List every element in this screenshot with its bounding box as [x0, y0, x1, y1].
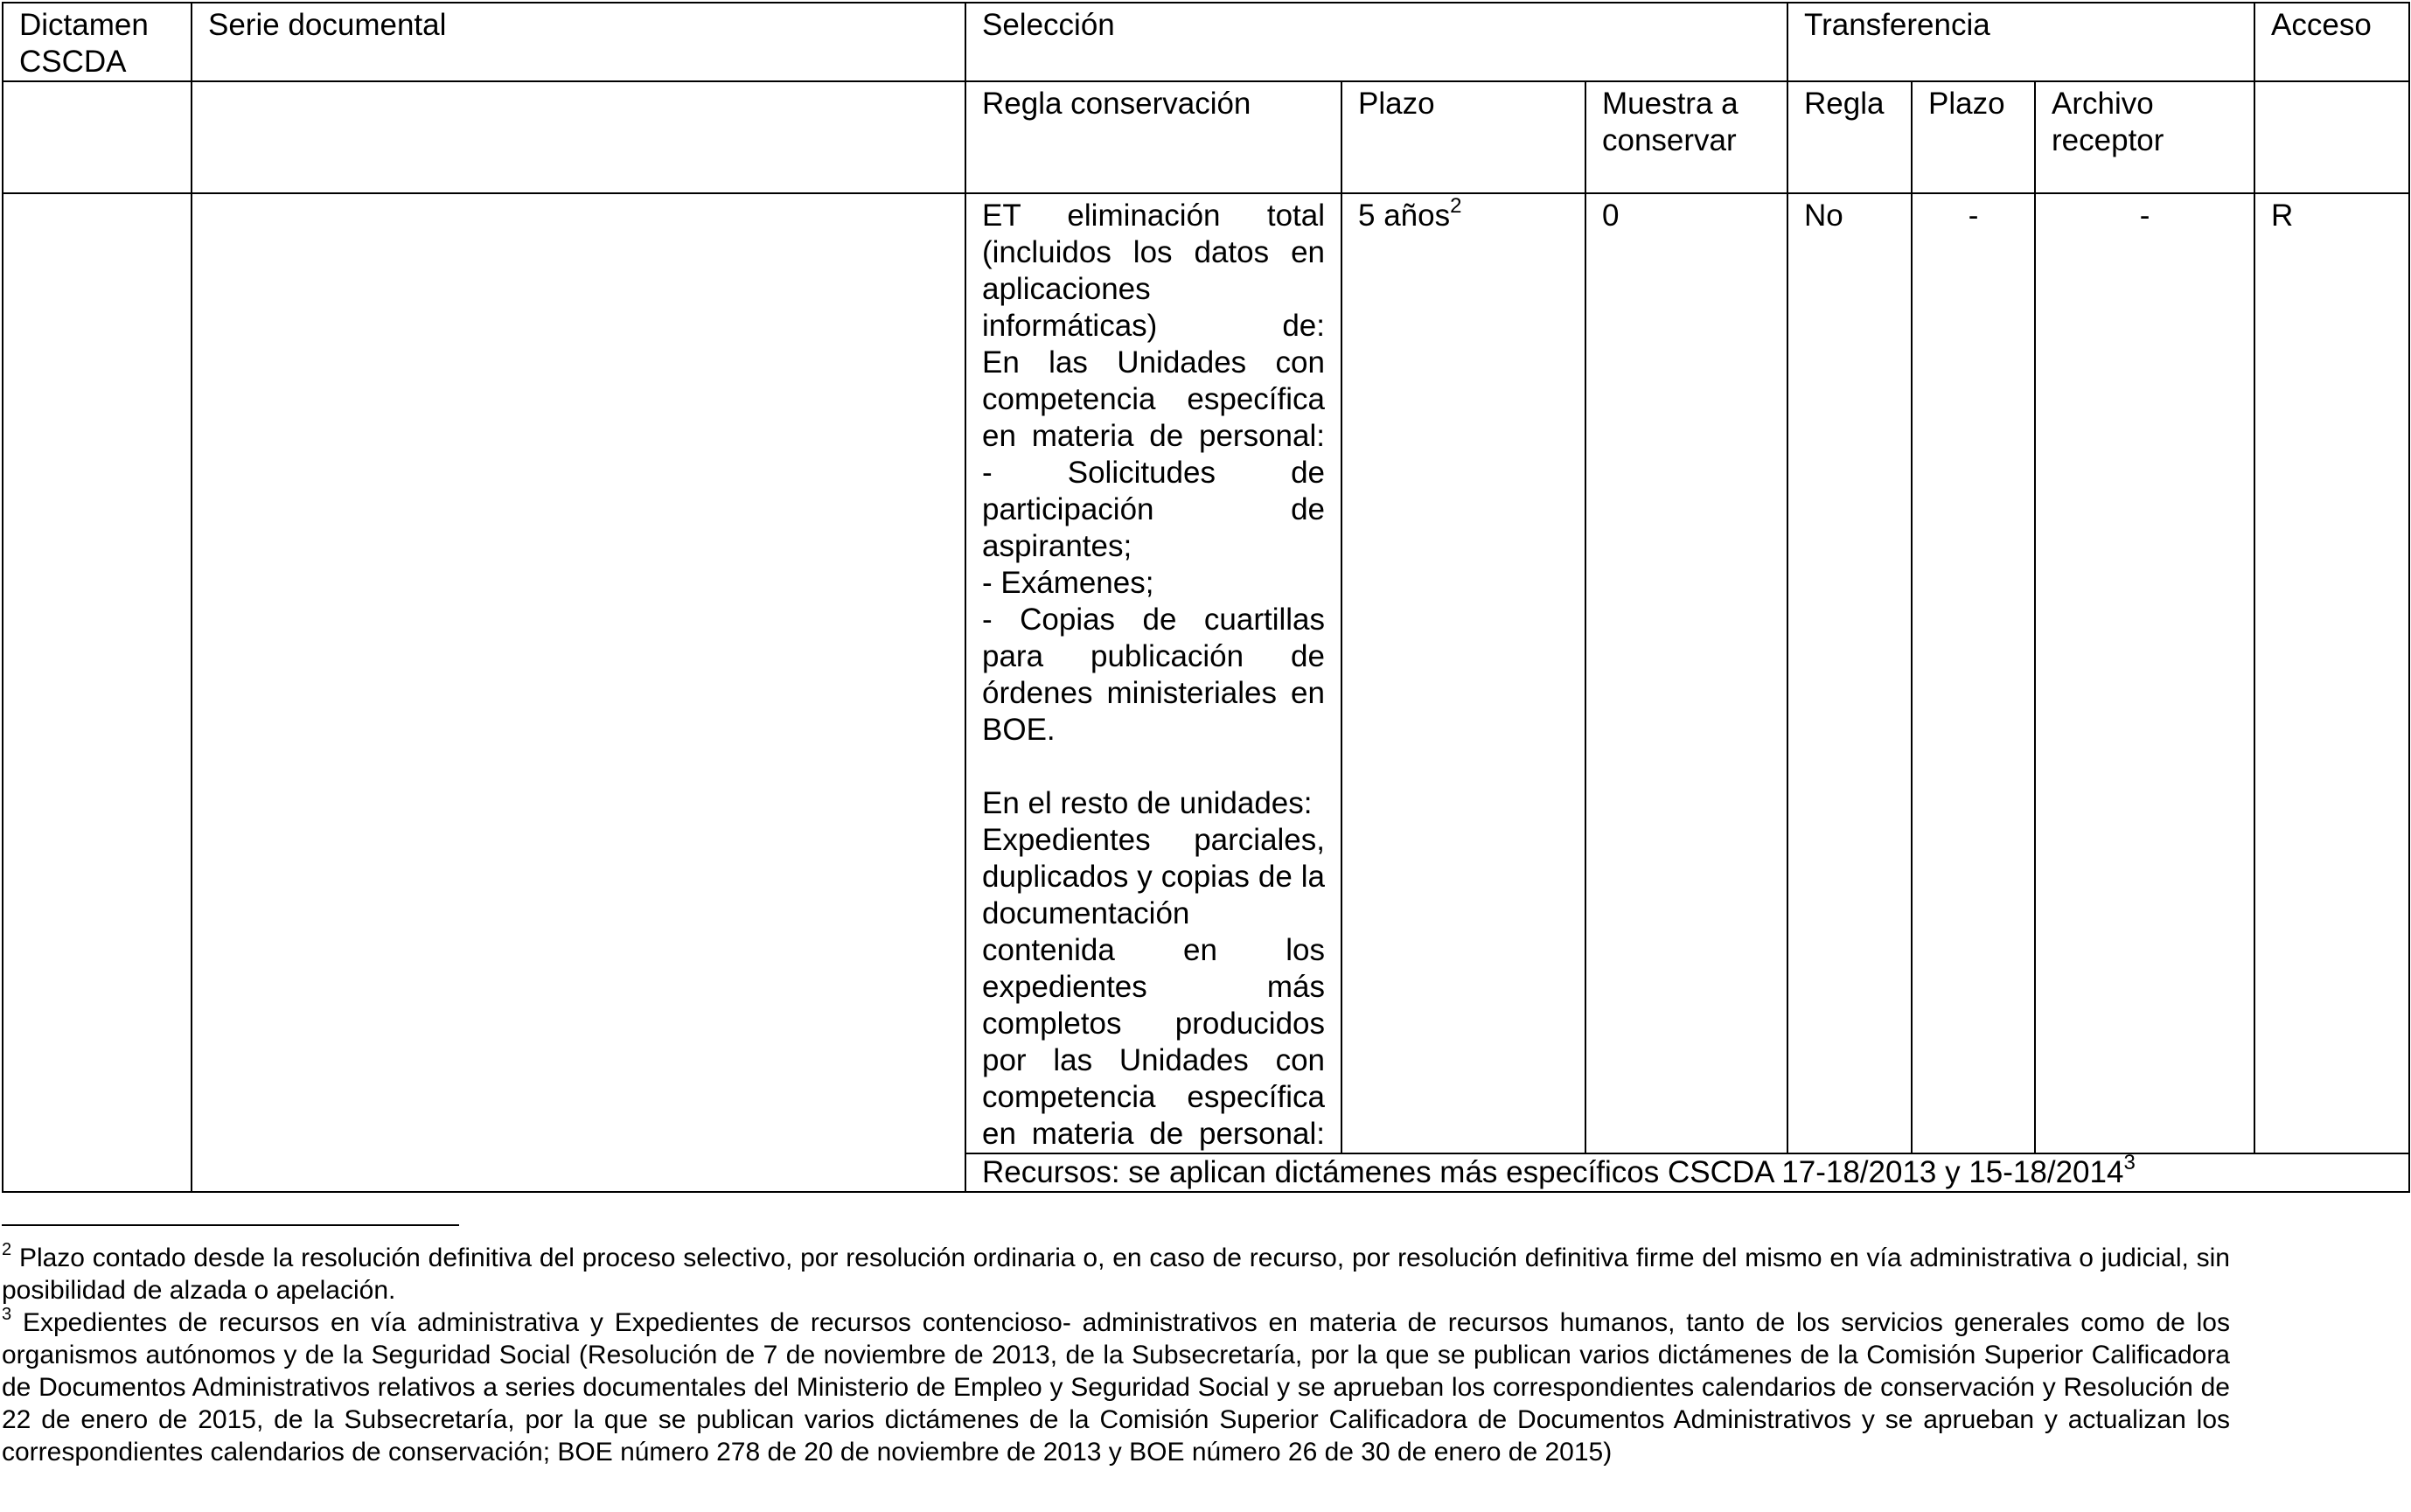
footnotes: [2, 1242, 2230, 1468]
rule-paragraph-1: ET eliminación total (incluidos los datos en aplicaciones informáticas) de:: [982, 199, 1325, 343]
recursos-text: Recursos: se aplican dictámenes más específicos CSCDA 17-18/2013 y 15-18/2014: [982, 1155, 2124, 1189]
footnote-ref-3[interactable]: 3: [2123, 1153, 2136, 1175]
header-regla-transferencia: Regla: [1787, 81, 1912, 193]
rule-paragraph-2: En las Unidades con competencia específica en materia de personal:: [982, 345, 1325, 453]
footnote-text: Expedientes de recursos en vía administrativa y Expedientes de recursos contencioso- administrativos en materia de recursos humanos, tanto de los servicios generales como de los organismos autónomos y de la Seguridad Social (Resolución de 7 de noviembre de 2013, de la Subsecretaría, por la que se publican varios dictámenes de la Comisión Superior Calificadora de Documentos Administrativos relativos a series documentales del Ministerio de Empleo y Seguridad Social y se aprueban los correspondientes calendarios de conservación y Resolución de 22 de enero de 2015, de la Subsecretaría, por la que se publican varios dictámenes de la Comisión Superior Calificadora de Documentos Administrativos y se aprueban y actualizan los correspondientes calendarios de conservación; BOE número 278 de 20 de noviembre de 2013 y BOE número 26 de 30 de enero de 2015): [2, 1308, 2230, 1467]
footnote-text: Plazo contado desde la resolución definitiva del proceso selectivo, por resolución ordinaria o, en caso de recurso, por resolución definitiva firme del mismo en vía administrativa o judicial, sin posibilidad de alzada o apelación.: [2, 1244, 2230, 1305]
cell-plazo-seleccion: [1341, 193, 1585, 1153]
rule-paragraph-3: - Solicitudes de participación de aspirantes;: [982, 456, 1325, 563]
rule-paragraph-6: En el resto de unidades:: [982, 786, 1313, 820]
header-muestra-conservar: Muestra a conservar: [1585, 81, 1787, 193]
footnote-marker: 2: [2, 1240, 12, 1259]
header-plazo-seleccion: Plazo: [1341, 81, 1585, 193]
rule-paragraph-5: - Copias de cuartillas para publicación de órdenes ministeriales en BOE.: [982, 603, 1325, 747]
rule-paragraph-4: - Exámenes;: [982, 566, 1154, 600]
header-empty-dictamen: [3, 81, 192, 193]
footnote-3: [2, 1306, 2230, 1468]
footnote-ref-2[interactable]: 2: [1450, 194, 1462, 219]
retention-schedule-table: [2, 2, 2410, 1193]
footnote-2: [2, 1242, 2230, 1306]
cell-acceso: R: [2254, 193, 2409, 1153]
cell-regla-transferencia: No: [1787, 193, 1912, 1153]
header-transferencia: Transferencia: [1787, 3, 2254, 81]
footnote-separator: [2, 1224, 459, 1226]
cell-recursos: [965, 1153, 2409, 1192]
header-plazo-transferencia: Plazo: [1912, 81, 2035, 193]
header-empty-serie: [192, 81, 965, 193]
header-archivo-receptor: Archivo receptor: [2035, 81, 2254, 193]
cell-plazo-transferencia: -: [1912, 193, 2035, 1153]
rule-paragraph-7: Expedientes parciales, duplicados y copias de la documentación contenida en los expedientes más completos producidos por las Unidades con competencia específica en materia de personal:: [982, 823, 1325, 1151]
cell-archivo-receptor: -: [2035, 193, 2254, 1153]
plazo-value: 5 años: [1358, 199, 1451, 233]
header-dictamen: Dictamen CSCDA: [3, 3, 192, 81]
header-serie-documental: Serie documental: [192, 3, 965, 81]
paragraph-gap: [982, 749, 1325, 785]
table-row: [3, 193, 2409, 1153]
header-seleccion: Selección: [965, 3, 1787, 81]
header-empty-acceso: [2254, 81, 2409, 193]
cell-dictamen: [3, 193, 192, 1192]
footnote-marker: 3: [2, 1305, 12, 1324]
header-acceso: Acceso: [2254, 3, 2409, 81]
header-regla-conservacion: Regla conservación: [965, 81, 1341, 193]
cell-serie-documental: [192, 193, 965, 1192]
header-row-1: [3, 3, 2409, 81]
cell-regla-conservacion: [965, 193, 1341, 1153]
header-row-2: [3, 81, 2409, 193]
cell-muestra: 0: [1585, 193, 1787, 1153]
